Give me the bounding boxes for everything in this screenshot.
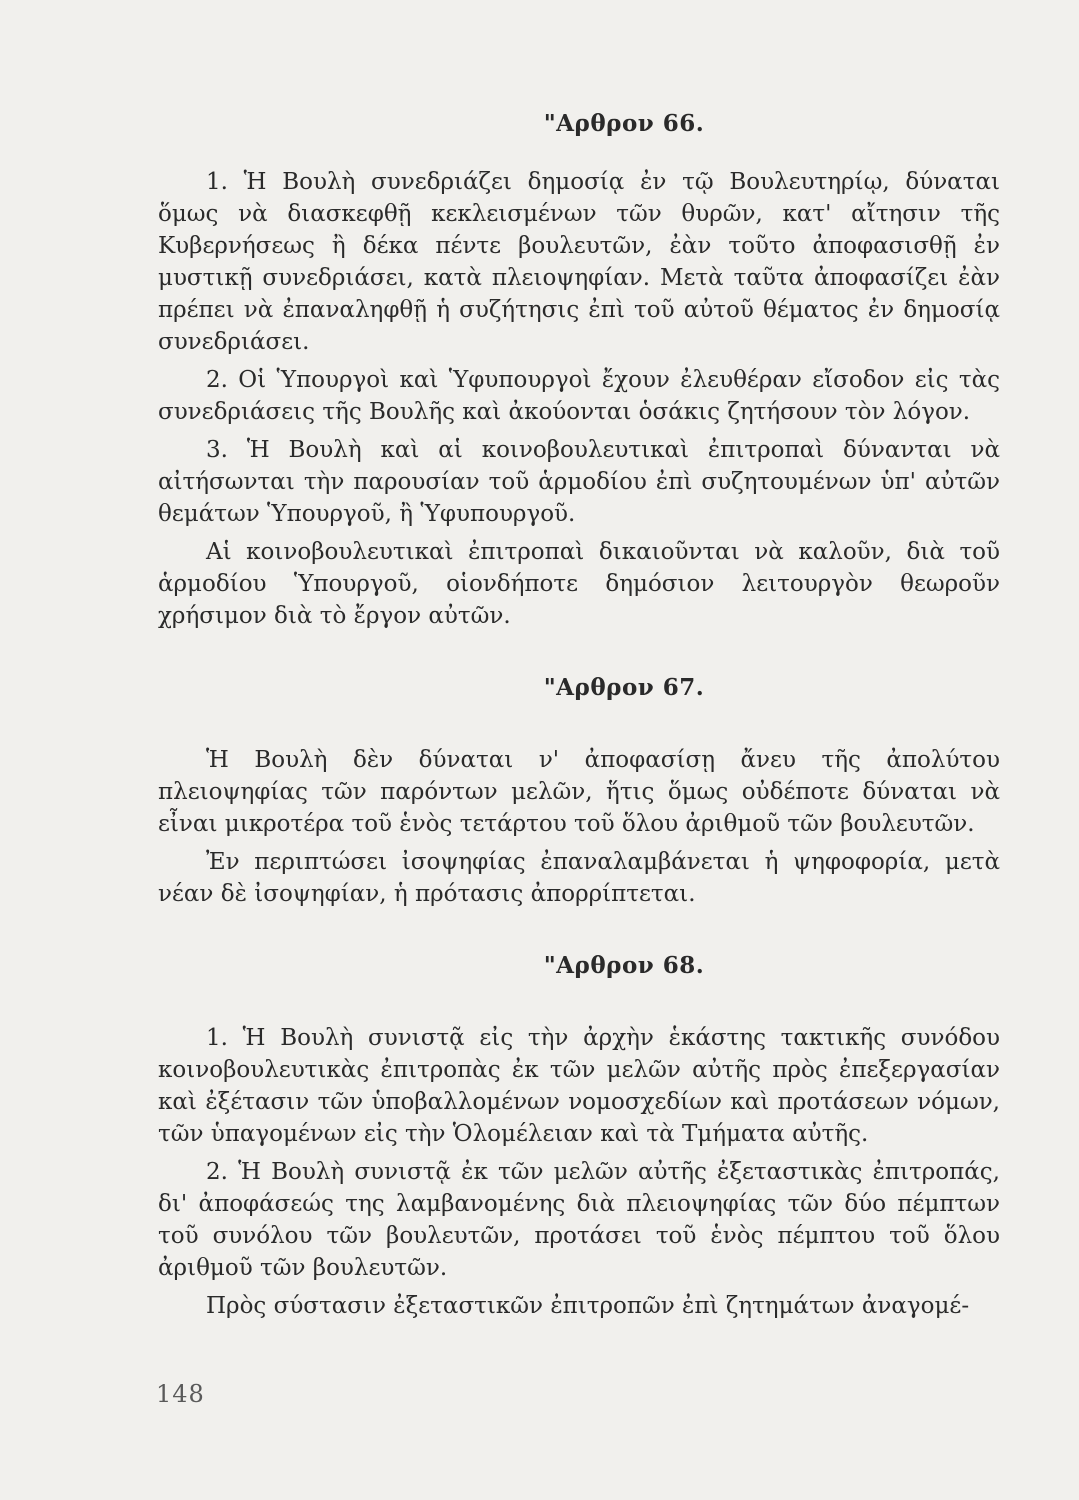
page-text <box>158 100 1000 1328</box>
article-67-paragraph-1: Ἡ Βουλὴ δὲν δύναται ν' ἀποφασίσῃ ἄνευ τῆς ἀπολύτου πλειοψηφίας τῶν παρόντων μελῶν, ἥτις ὅμως οὐδέποτε δύναται νὰ εἶναι μικροτέρα τοῦ ἑνὸς τετάρτου τοῦ ὅλου ἀριθμοῦ τῶν βουλευτῶν. <box>158 747 1000 837</box>
page-number: 148 <box>156 1380 205 1408</box>
article-68-paragraph-1: 1. Ἡ Βουλὴ συνιστᾷ εἰς τὴν ἀρχὴν ἑκάστης τακτικῆς συνόδου κοινοβουλευτικὰς ἐπιτροπὰς ἐκ τῶν μελῶν αὐτῆς πρὸς ἐπεξεργασίαν καὶ ἐξέτασιν τῶν ὑποβαλλομένων νομοσχεδίων καὶ προτάσεων νόμων, τῶν ὑπαγομένων εἰς τὴν Ὁλομέλειαν καὶ τὰ Τμήματα αὐτῆς. <box>158 1025 1000 1147</box>
article-67-paragraph-2: Ἐν περιπτώσει ἰσοψηφίας ἐπαναλαμβάνεται ἡ ψηφοφορία, μετὰ νέαν δὲ ἰσοψηφίαν, ἡ πρότασις ἀπορρίπτεται. <box>158 849 1000 907</box>
article-68-paragraph-2: 2. Ἡ Βουλὴ συνιστᾷ ἐκ τῶν μελῶν αὐτῆς ἐξεταστικὰς ἐπιτροπάς, δι' ἀποφάσεώς της λαμβανομένης διὰ πλειοψηφίας τῶν δύο πέμπτων τοῦ συνόλου τῶν βουλευτῶν, προτάσει τοῦ ἑνὸς πέμπτου τοῦ ὅλου ἀριθμοῦ τῶν βουλευτῶν. <box>158 1159 1000 1281</box>
article-66-heading: "Αρθρον 66. <box>543 110 705 137</box>
article-67-heading: "Αρθρον 67. <box>543 674 705 701</box>
article-68-paragraph-3: Πρὸς σύστασιν ἐξεταστικῶν ἐπιτροπῶν ἐπὶ ζητημάτων ἀναγομέ- <box>206 1293 970 1319</box>
article-66-paragraph-3: 3. Ἡ Βουλὴ καὶ αἱ κοινοβουλευτικαὶ ἐπιτροπαὶ δύνανται νὰ αἰτήσωνται τὴν παρουσίαν τοῦ ἁρμοδίου ἐπὶ συζητουμένων ὑπ' αὐτῶν θεμάτων Ὑπουργοῦ, ἢ Ὑφυπουργοῦ. <box>158 437 1000 527</box>
article-68-heading: "Αρθρον 68. <box>543 952 705 979</box>
article-66-paragraph-1: 1. Ἡ Βουλὴ συνεδριάζει δημοσίᾳ ἐν τῷ Βουλευτηρίῳ, δύναται ὅμως νὰ διασκεφθῇ κεκλεισμένων τῶν θυρῶν, κατ' αἴτησιν τῆς Κυβερνήσεως ἢ δέκα πέντε βουλευτῶν, ἐὰν τοῦτο ἀποφασισθῇ ἐν μυστικῇ συνεδριάσει, κατὰ πλειοψηφίαν. Μετὰ ταῦτα ἀποφασίζει ἐὰν πρέπει νὰ ἐπαναληφθῇ ἡ συζήτησις ἐπὶ τοῦ αὐτοῦ θέματος ἐν δημοσίᾳ συνεδριάσει. <box>158 169 1000 355</box>
article-66-paragraph-2: 2. Οἱ Ὑπουργοὶ καὶ Ὑφυπουργοὶ ἔχουν ἐλευθέραν εἴσοδον εἰς τὰς συνεδριάσεις τῆς Βουλῆς καὶ ἀκούονται ὁσάκις ζητήσουν τὸν λόγον. <box>158 367 1000 425</box>
article-66-paragraph-4: Αἱ κοινοβουλευτικαὶ ἐπιτροπαὶ δικαιοῦνται νὰ καλοῦν, διὰ τοῦ ἁρμοδίου Ὑπουργοῦ, οἱονδήποτε δημόσιον λειτουργὸν θεωροῦν χρήσιμον διὰ τὸ ἔργον αὐτῶν. <box>158 539 1000 629</box>
